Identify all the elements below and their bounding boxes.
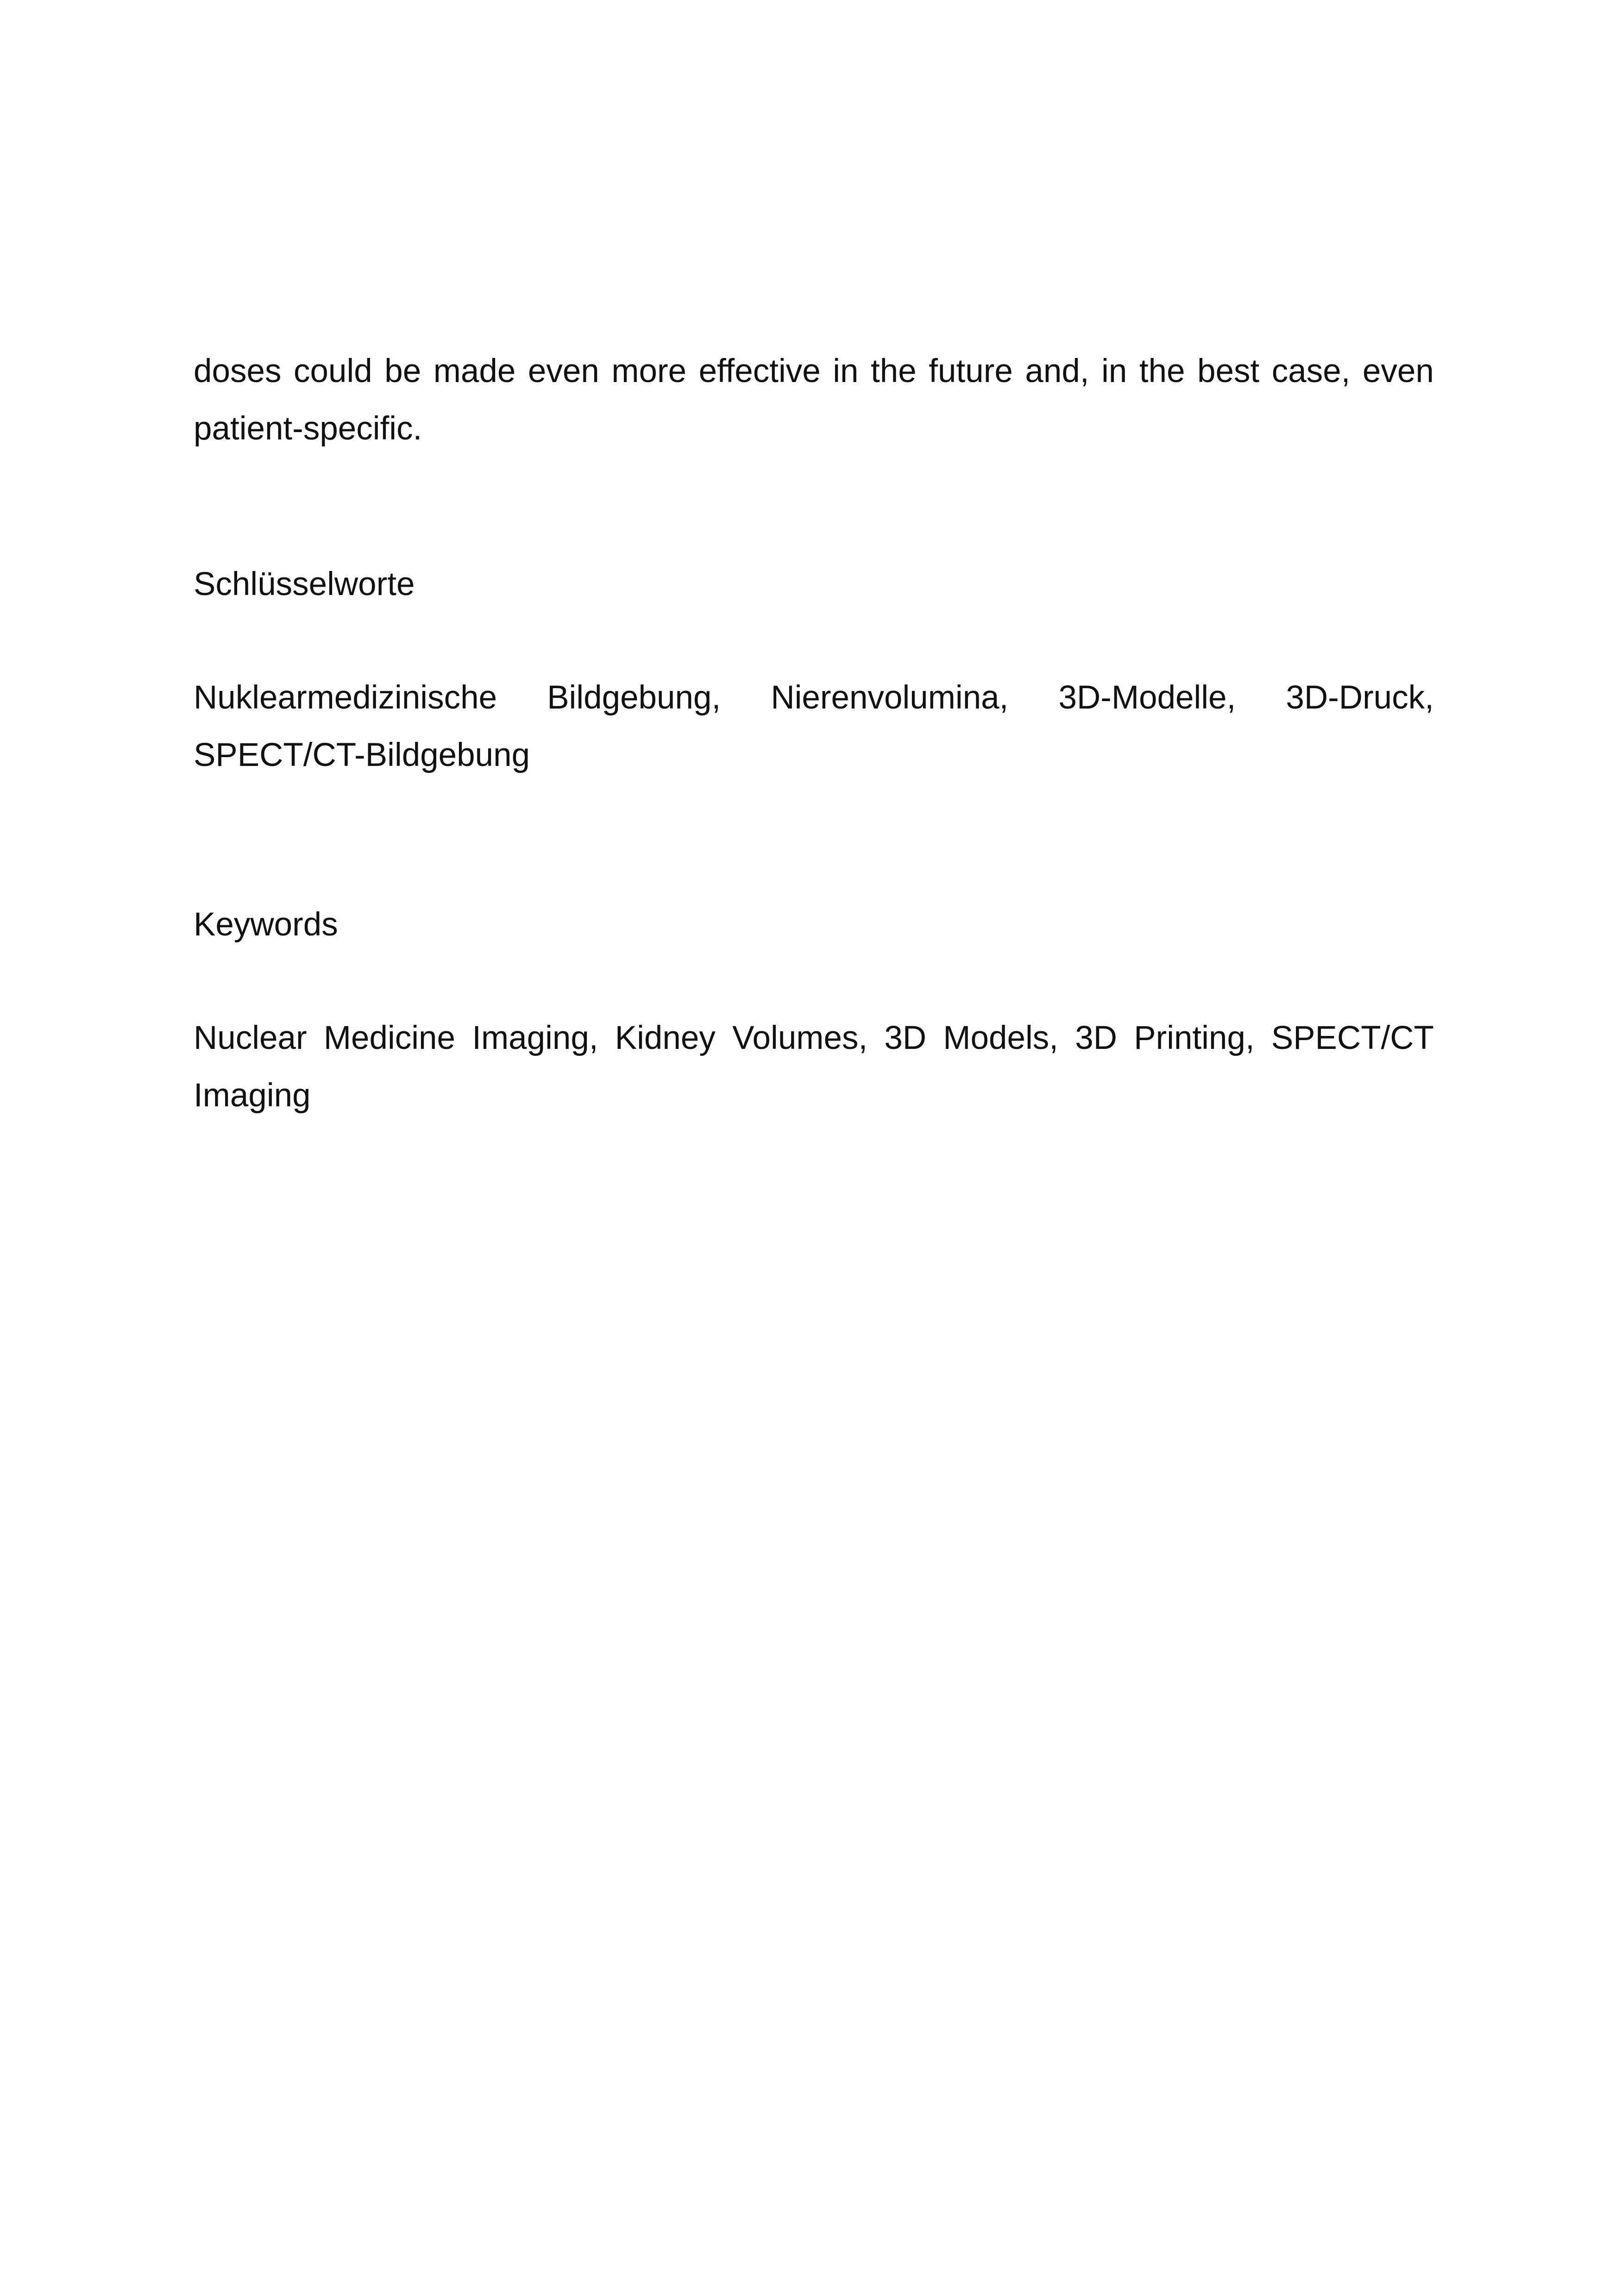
body-paragraph: doses could be made even more effective in the future and, in the best case, even patient-specific. [194,353,1434,447]
keywords-german-heading: Schlüsselworte [194,566,415,602]
keywords-english-list: Nuclear Medicine Imaging, Kidney Volumes, 3D Models, 3D Printing, SPECT/CT Imaging [194,1020,1434,1114]
keywords-german-list: Nuklearmedizinische Bildgebung, Nierenvolumina, 3D-Modelle, 3D-Druck, SPECT/CT-Bildgebung [194,679,1434,773]
keywords-english-heading: Keywords [194,906,338,943]
